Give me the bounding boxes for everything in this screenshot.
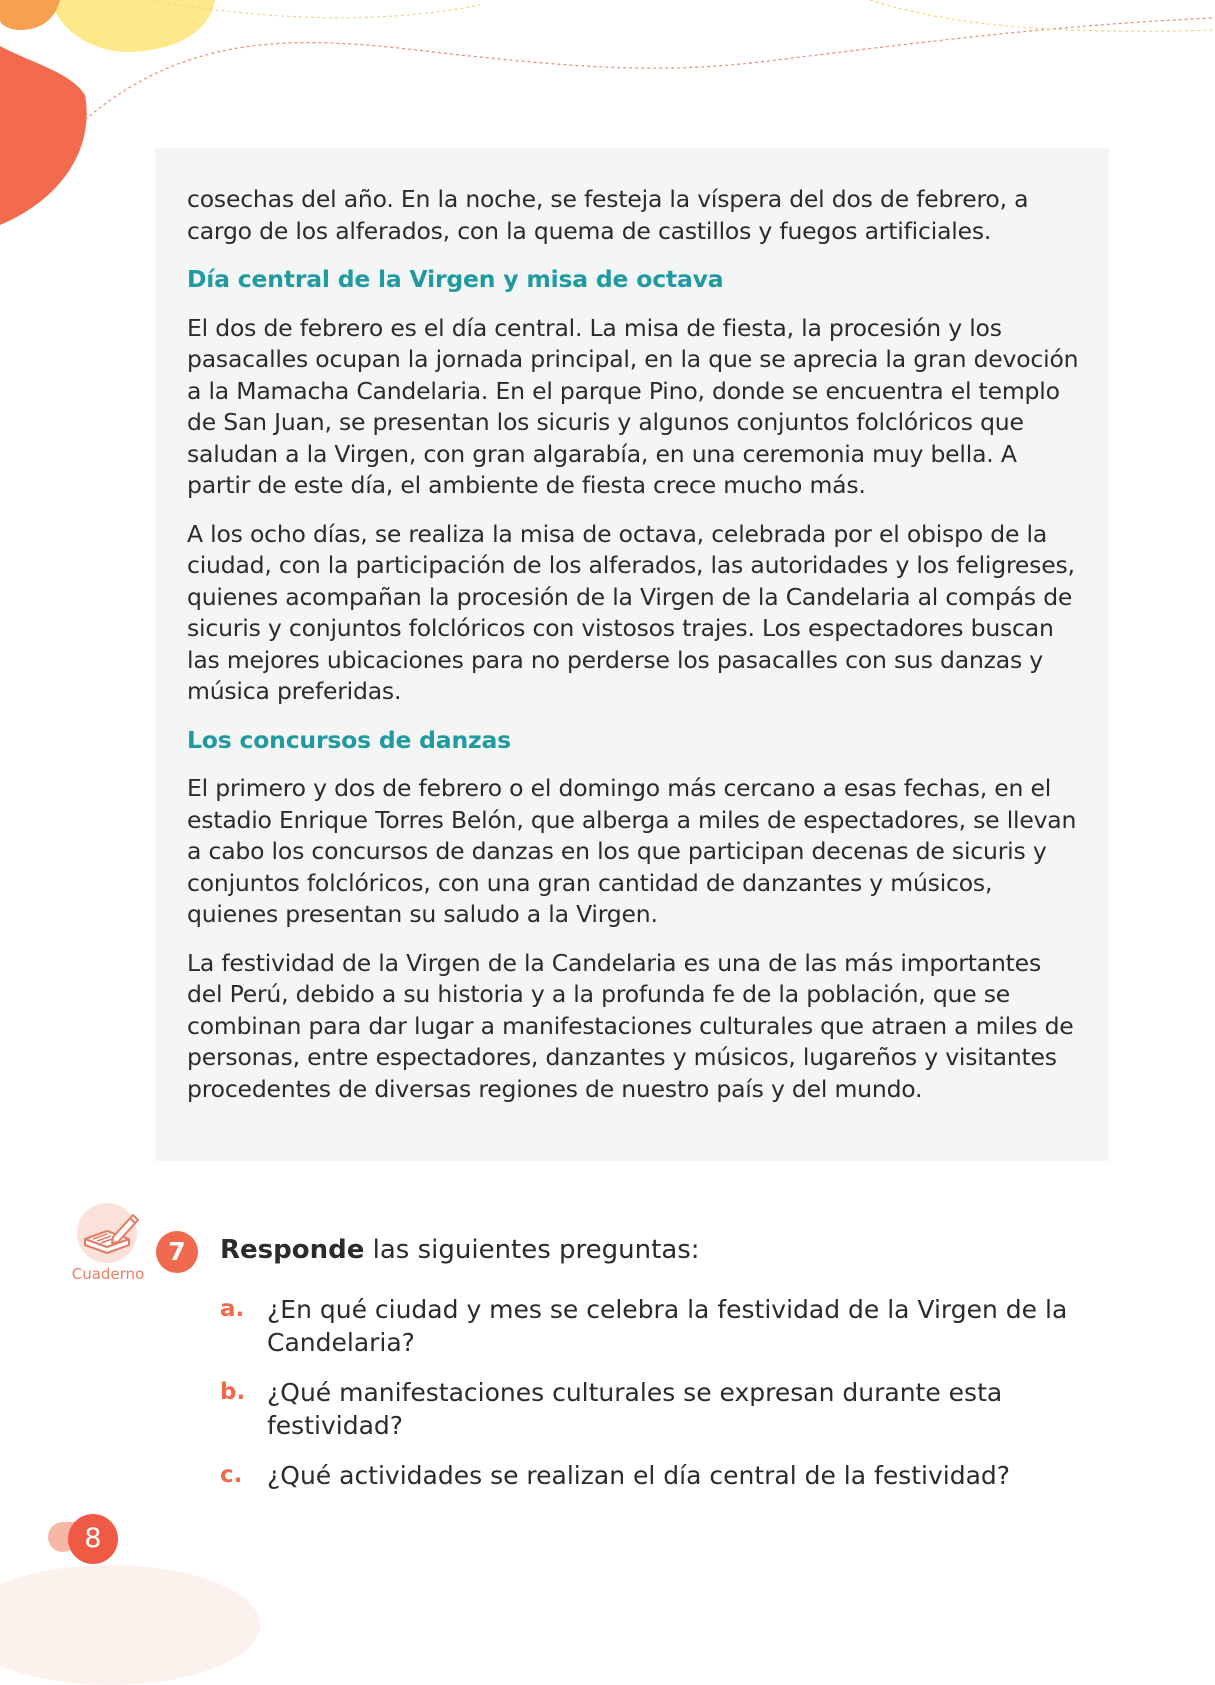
paragraph-5: La festividad de la Virgen de la Candelaria es una de las más importantes del Perú, debido a su historia y a la profunda fe de la población, que se combinan para dar lugar a manifestaciones culturales que atraen a miles de personas, entre espectadores, danzantes y músicos, lugareños y visitantes procedentes de diversas regiones de nuestro país y del mundo. [187, 948, 1074, 1103]
question-text: ¿Qué actividades se realizan el día central de la festividad? [267, 1461, 1011, 1490]
paragraph-3: A los ocho días, se realiza la misa de octava, celebrada por el obispo de la ciudad, con la participación de los alferados, las autoridades y los feligreses, quienes acompañan la procesión de la Virgen de la Candelaria al compás de sicuris y conjuntos folclóricos con vistosos trajes. Los espectadores buscan las mejores ubicaciones para no perderse los pasacalles con sus danzas y música preferidas. [187, 519, 1075, 705]
paragraph-4: El primero y dos de febrero o el domingo más cercano a esas fechas, en el estadio Enrique Torres Belón, que alberga a miles de espectadores, se llevan a cabo los concursos de danzas en los que participan decenas de sicuris y conjuntos folclóricos, con una gran cantidad de danzantes y músicos, quienes presentan su saludo a la Virgen. [187, 774, 1077, 928]
question-letter: c. [220, 1462, 243, 1488]
question-letter: a. [220, 1296, 245, 1322]
section-heading-central-day: Día central de la Virgen y misa de octava [187, 265, 724, 293]
instruction-verb: Responde [220, 1235, 365, 1265]
page-number: 8 [68, 1514, 118, 1564]
question-c [220, 1459, 1100, 1492]
activity-number-badge: 7 [156, 1231, 198, 1273]
paragraph-2: El dos de febrero es el día central. La misa de fiesta, la procesión y los pasacalles ocupan la jornada principal, en la que se aprecia la gran devoción a la Mamacha Candelaria. En el parque Pino, donde se encuentra el templo de San Juan, se presentan los sicuris y algunos conjuntos folclóricos que saludan a la Virgen, con gran algarabía, en una ceremonia muy bella. A partir de este día, el ambiente de fiesta crece mucho más. [187, 313, 1079, 499]
question-text: ¿Qué manifestaciones culturales se expresan durante esta festividad? [267, 1378, 1003, 1440]
footer-decoration [0, 1565, 260, 1685]
paragraph-1: cosechas del año. En la noche, se festeja la víspera del dos de febrero, a cargo de los alferados, con la quema de castillos y fuegos artificiales. [187, 185, 1029, 245]
notebook-icon [73, 1203, 143, 1265]
instruction-rest: las siguientes preguntas: [364, 1235, 700, 1265]
notebook-label: Cuaderno [71, 1265, 145, 1283]
reading-box [155, 148, 1109, 1161]
notebook-indicator [66, 1203, 150, 1283]
section-heading-dance-contests: Los concursos de danzas [187, 725, 511, 754]
question-a [220, 1293, 1100, 1359]
activity-instruction [220, 1233, 700, 1267]
question-b [220, 1376, 1100, 1442]
question-text: ¿En qué ciudad y mes se celebra la festividad de la Virgen de la Candelaria? [267, 1295, 1068, 1357]
question-letter: b. [220, 1379, 246, 1405]
